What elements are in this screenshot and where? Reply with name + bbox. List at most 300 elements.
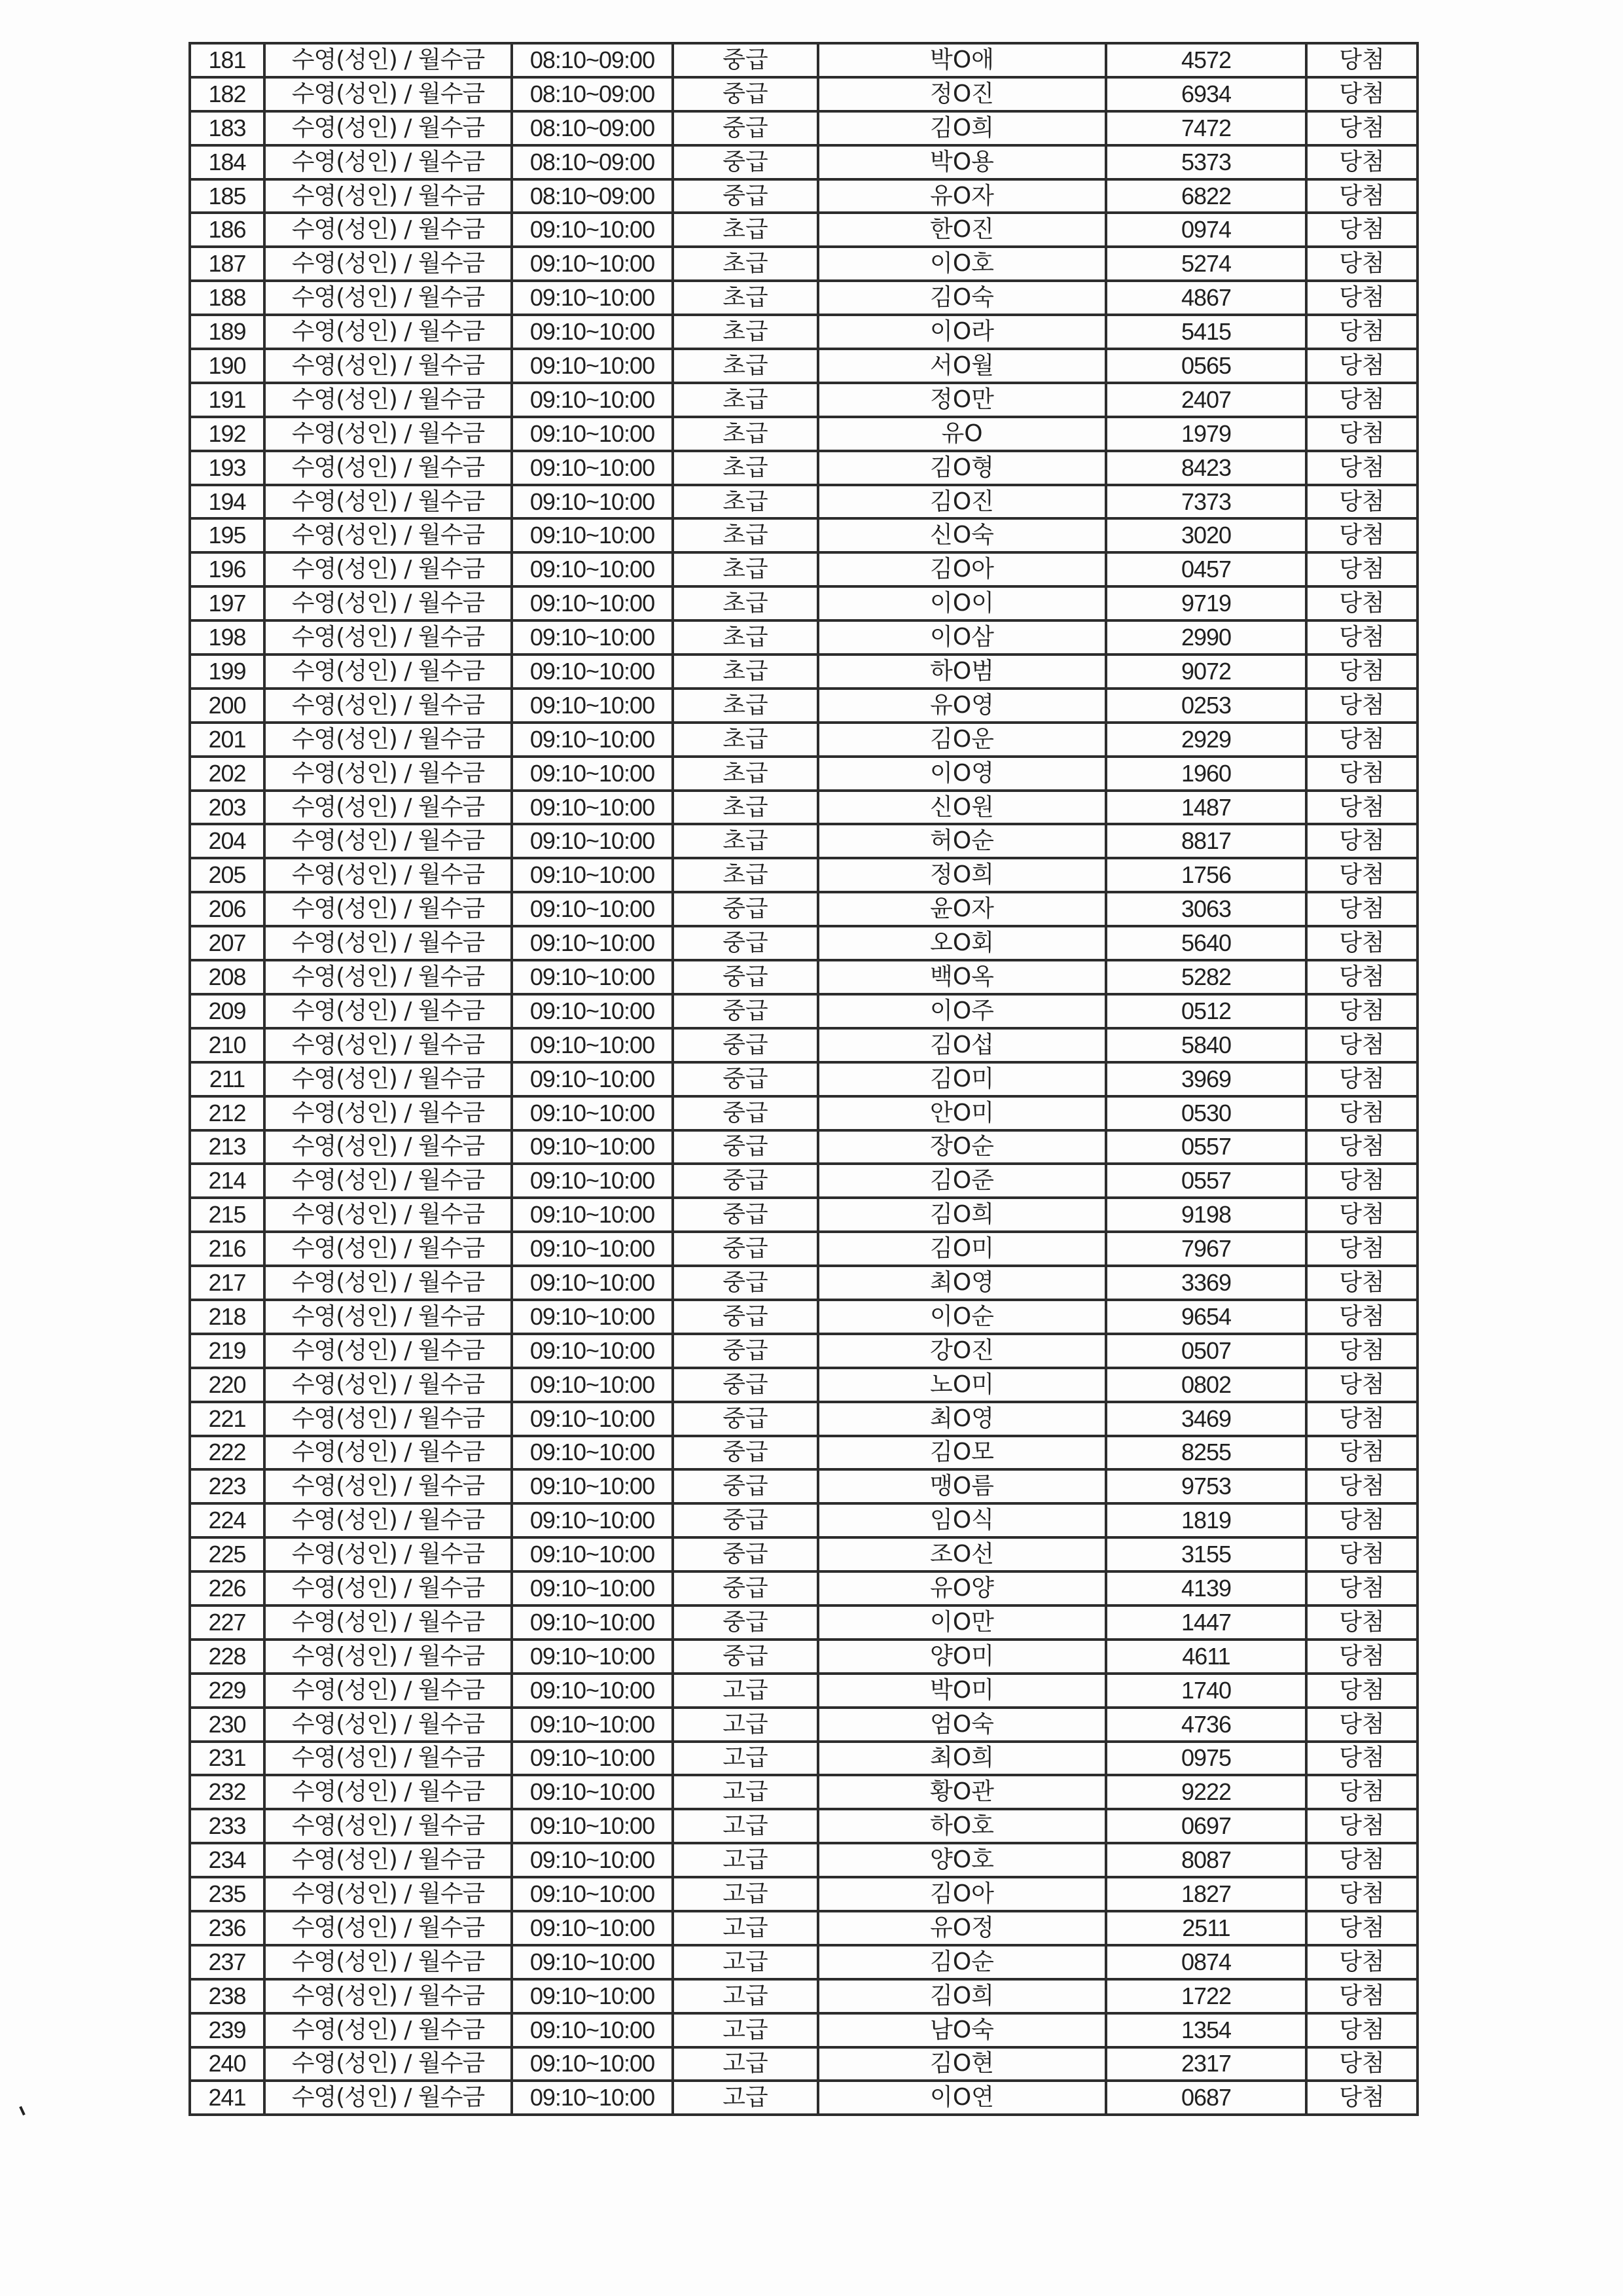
class-time: 09:10~10:00 — [512, 824, 673, 858]
class-time: 09:10~10:00 — [512, 247, 673, 281]
class-level: 중급 — [673, 1062, 818, 1096]
course-name: 수영(성인) / 월수금 — [264, 1436, 512, 1470]
applicant-name: 이O라 — [818, 315, 1106, 349]
course-name: 수영(성인) / 월수금 — [264, 1945, 512, 1979]
draw-result: 당첨 — [1306, 1640, 1418, 1674]
class-level: 초급 — [673, 281, 818, 315]
phone-last-digits: 5282 — [1106, 960, 1306, 994]
applicant-name: 김O아 — [818, 1877, 1106, 1911]
course-name: 수영(성인) / 월수금 — [264, 179, 512, 213]
class-level: 중급 — [673, 1605, 818, 1640]
class-time: 09:10~10:00 — [512, 1402, 673, 1436]
class-time: 09:10~10:00 — [512, 723, 673, 757]
table-row — [190, 994, 1418, 1028]
phone-last-digits: 9072 — [1106, 655, 1306, 689]
row-number: 239 — [190, 2013, 264, 2047]
class-level: 초급 — [673, 689, 818, 723]
class-time: 09:10~10:00 — [512, 349, 673, 383]
row-number: 219 — [190, 1334, 264, 1368]
class-time: 08:10~09:00 — [512, 145, 673, 179]
row-number: 193 — [190, 451, 264, 485]
phone-last-digits: 0507 — [1106, 1334, 1306, 1368]
phone-last-digits: 9198 — [1106, 1198, 1306, 1232]
course-name: 수영(성인) / 월수금 — [264, 1164, 512, 1198]
course-name: 수영(성인) / 월수금 — [264, 1640, 512, 1674]
class-time: 09:10~10:00 — [512, 1469, 673, 1503]
class-time: 09:10~10:00 — [512, 1503, 673, 1537]
row-number: 197 — [190, 586, 264, 620]
applicant-name: 남O숙 — [818, 2013, 1106, 2047]
phone-last-digits: 9222 — [1106, 1775, 1306, 1809]
draw-result: 당첨 — [1306, 451, 1418, 485]
course-name: 수영(성인) / 월수금 — [264, 1877, 512, 1911]
class-level: 중급 — [673, 1130, 818, 1164]
class-time: 09:10~10:00 — [512, 417, 673, 451]
class-time: 09:10~10:00 — [512, 1266, 673, 1300]
course-name: 수영(성인) / 월수금 — [264, 586, 512, 620]
draw-result: 당첨 — [1306, 1062, 1418, 1096]
class-level: 초급 — [673, 791, 818, 825]
row-number: 236 — [190, 1911, 264, 1945]
draw-result: 당첨 — [1306, 1571, 1418, 1605]
scan-mark — [19, 2106, 26, 2115]
row-number: 183 — [190, 111, 264, 145]
phone-last-digits: 8423 — [1106, 451, 1306, 485]
draw-result: 당첨 — [1306, 586, 1418, 620]
applicant-name: 박O용 — [818, 145, 1106, 179]
phone-last-digits: 8255 — [1106, 1436, 1306, 1470]
phone-last-digits: 5415 — [1106, 315, 1306, 349]
row-number: 212 — [190, 1096, 264, 1130]
course-name: 수영(성인) / 월수금 — [264, 892, 512, 926]
phone-last-digits: 7472 — [1106, 111, 1306, 145]
class-level: 초급 — [673, 824, 818, 858]
draw-result: 당첨 — [1306, 824, 1418, 858]
row-number: 224 — [190, 1503, 264, 1537]
course-name: 수영(성인) / 월수금 — [264, 1674, 512, 1708]
class-time: 09:10~10:00 — [512, 1436, 673, 1470]
applicant-name: 이O호 — [818, 247, 1106, 281]
phone-last-digits: 5373 — [1106, 145, 1306, 179]
class-time: 09:10~10:00 — [512, 791, 673, 825]
class-level: 중급 — [673, 145, 818, 179]
course-name: 수영(성인) / 월수금 — [264, 1334, 512, 1368]
table-row — [190, 1096, 1418, 1130]
applicant-name: 하O범 — [818, 655, 1106, 689]
row-number: 191 — [190, 383, 264, 417]
course-name: 수영(성인) / 월수금 — [264, 1368, 512, 1402]
draw-result: 당첨 — [1306, 620, 1418, 655]
phone-last-digits: 0687 — [1106, 2081, 1306, 2115]
class-level: 중급 — [673, 111, 818, 145]
course-name: 수영(성인) / 월수금 — [264, 1300, 512, 1334]
applicant-name: 김O숙 — [818, 281, 1106, 315]
class-level: 초급 — [673, 858, 818, 892]
class-level: 고급 — [673, 1775, 818, 1809]
row-number: 215 — [190, 1198, 264, 1232]
class-time: 09:10~10:00 — [512, 1843, 673, 1877]
draw-result: 당첨 — [1306, 247, 1418, 281]
phone-last-digits: 8087 — [1106, 1843, 1306, 1877]
class-time: 09:10~10:00 — [512, 1198, 673, 1232]
draw-result: 당첨 — [1306, 892, 1418, 926]
applicant-name: 최O영 — [818, 1266, 1106, 1300]
phone-last-digits: 0557 — [1106, 1164, 1306, 1198]
row-number: 234 — [190, 1843, 264, 1877]
applicant-name: 최O희 — [818, 1742, 1106, 1776]
class-time: 09:10~10:00 — [512, 1062, 673, 1096]
phone-last-digits: 9719 — [1106, 586, 1306, 620]
applicant-name: 이O주 — [818, 994, 1106, 1028]
course-name: 수영(성인) / 월수금 — [264, 1911, 512, 1945]
row-number: 226 — [190, 1571, 264, 1605]
draw-result: 당첨 — [1306, 1164, 1418, 1198]
class-level: 중급 — [673, 1402, 818, 1436]
row-number: 192 — [190, 417, 264, 451]
table-row — [190, 620, 1418, 655]
class-level: 고급 — [673, 2013, 818, 2047]
table-row — [190, 892, 1418, 926]
row-number: 194 — [190, 485, 264, 519]
course-name: 수영(성인) / 월수금 — [264, 1266, 512, 1300]
table-row — [190, 1130, 1418, 1164]
row-number: 182 — [190, 77, 264, 111]
applicant-name: 유O양 — [818, 1571, 1106, 1605]
class-time: 09:10~10:00 — [512, 1742, 673, 1776]
class-time: 09:10~10:00 — [512, 586, 673, 620]
course-name: 수영(성인) / 월수금 — [264, 1843, 512, 1877]
phone-last-digits: 3369 — [1106, 1266, 1306, 1300]
applicant-name: 서O월 — [818, 349, 1106, 383]
table-row — [190, 2013, 1418, 2047]
draw-result: 당첨 — [1306, 1028, 1418, 1062]
class-level: 초급 — [673, 451, 818, 485]
table-row — [190, 1266, 1418, 1300]
applicant-name: 이O삼 — [818, 620, 1106, 655]
class-time: 09:10~10:00 — [512, 1537, 673, 1571]
applicant-name: 김O준 — [818, 1164, 1106, 1198]
lottery-results-table — [188, 42, 1419, 2116]
applicant-name: 이O이 — [818, 586, 1106, 620]
phone-last-digits: 2511 — [1106, 1911, 1306, 1945]
phone-last-digits: 4139 — [1106, 1571, 1306, 1605]
table-row — [190, 77, 1418, 111]
class-level: 중급 — [673, 1334, 818, 1368]
course-name: 수영(성인) / 월수금 — [264, 791, 512, 825]
row-number: 185 — [190, 179, 264, 213]
course-name: 수영(성인) / 월수금 — [264, 2013, 512, 2047]
course-name: 수영(성인) / 월수금 — [264, 1809, 512, 1843]
class-level: 중급 — [673, 1537, 818, 1571]
class-level: 초급 — [673, 586, 818, 620]
course-name: 수영(성인) / 월수금 — [264, 1775, 512, 1809]
class-level: 고급 — [673, 2047, 818, 2081]
class-time: 09:10~10:00 — [512, 1368, 673, 1402]
course-name: 수영(성인) / 월수금 — [264, 77, 512, 111]
table-row — [190, 1402, 1418, 1436]
class-time: 08:10~09:00 — [512, 111, 673, 145]
class-time: 09:10~10:00 — [512, 383, 673, 417]
table-row — [190, 824, 1418, 858]
table-row — [190, 1232, 1418, 1266]
course-name: 수영(성인) / 월수금 — [264, 1062, 512, 1096]
table-row — [190, 2081, 1418, 2115]
draw-result: 당첨 — [1306, 757, 1418, 791]
applicant-name: 조O선 — [818, 1537, 1106, 1571]
class-time: 09:10~10:00 — [512, 689, 673, 723]
applicant-name: 한O진 — [818, 213, 1106, 247]
draw-result: 당첨 — [1306, 281, 1418, 315]
phone-last-digits: 1447 — [1106, 1605, 1306, 1640]
class-level: 중급 — [673, 994, 818, 1028]
row-number: 233 — [190, 1809, 264, 1843]
class-level: 중급 — [673, 43, 818, 77]
applicant-name: 허O순 — [818, 824, 1106, 858]
row-number: 230 — [190, 1708, 264, 1742]
draw-result: 당첨 — [1306, 1911, 1418, 1945]
class-time: 09:10~10:00 — [512, 757, 673, 791]
phone-last-digits: 1756 — [1106, 858, 1306, 892]
course-name: 수영(성인) / 월수금 — [264, 655, 512, 689]
class-level: 고급 — [673, 2081, 818, 2115]
row-number: 223 — [190, 1469, 264, 1503]
class-time: 08:10~09:00 — [512, 179, 673, 213]
class-time: 09:10~10:00 — [512, 655, 673, 689]
class-time: 08:10~09:00 — [512, 43, 673, 77]
table-row — [190, 960, 1418, 994]
table-row — [190, 179, 1418, 213]
row-number: 208 — [190, 960, 264, 994]
class-time: 09:10~10:00 — [512, 2013, 673, 2047]
applicant-name: 하O호 — [818, 1809, 1106, 1843]
class-time: 09:10~10:00 — [512, 1096, 673, 1130]
table-row — [190, 1503, 1418, 1537]
table-row — [190, 383, 1418, 417]
class-time: 09:10~10:00 — [512, 926, 673, 960]
class-time: 09:10~10:00 — [512, 1979, 673, 2013]
applicant-name: 오O회 — [818, 926, 1106, 960]
draw-result: 당첨 — [1306, 1843, 1418, 1877]
phone-last-digits: 4572 — [1106, 43, 1306, 77]
phone-last-digits: 2317 — [1106, 2047, 1306, 2081]
draw-result: 당첨 — [1306, 1436, 1418, 1470]
draw-result: 당첨 — [1306, 1300, 1418, 1334]
applicant-name: 김O진 — [818, 485, 1106, 519]
table-row — [190, 451, 1418, 485]
table-row — [190, 213, 1418, 247]
row-number: 207 — [190, 926, 264, 960]
phone-last-digits: 0557 — [1106, 1130, 1306, 1164]
phone-last-digits: 1740 — [1106, 1674, 1306, 1708]
draw-result: 당첨 — [1306, 2013, 1418, 2047]
table-row — [190, 349, 1418, 383]
draw-result: 당첨 — [1306, 1096, 1418, 1130]
course-name: 수영(성인) / 월수금 — [264, 1402, 512, 1436]
table-row — [190, 518, 1418, 552]
table-row — [190, 1708, 1418, 1742]
class-level: 중급 — [673, 1096, 818, 1130]
table-row — [190, 1605, 1418, 1640]
table-row — [190, 247, 1418, 281]
row-number: 198 — [190, 620, 264, 655]
applicant-name: 김O형 — [818, 451, 1106, 485]
course-name: 수영(성인) / 월수금 — [264, 1571, 512, 1605]
draw-result: 당첨 — [1306, 655, 1418, 689]
draw-result: 당첨 — [1306, 926, 1418, 960]
phone-last-digits: 0974 — [1106, 213, 1306, 247]
applicant-name: 박O미 — [818, 1674, 1106, 1708]
course-name: 수영(성인) / 월수금 — [264, 213, 512, 247]
class-level: 중급 — [673, 1028, 818, 1062]
applicant-name: 맹O름 — [818, 1469, 1106, 1503]
class-time: 09:10~10:00 — [512, 1911, 673, 1945]
row-number: 202 — [190, 757, 264, 791]
table-row — [190, 689, 1418, 723]
class-time: 09:10~10:00 — [512, 892, 673, 926]
class-level: 고급 — [673, 1809, 818, 1843]
phone-last-digits: 2407 — [1106, 383, 1306, 417]
row-number: 222 — [190, 1436, 264, 1470]
draw-result: 당첨 — [1306, 791, 1418, 825]
table-row — [190, 1334, 1418, 1368]
table-row — [190, 1198, 1418, 1232]
class-time: 09:10~10:00 — [512, 1809, 673, 1843]
applicant-name: 김O순 — [818, 1945, 1106, 1979]
draw-result: 당첨 — [1306, 1334, 1418, 1368]
course-name: 수영(성인) / 월수금 — [264, 1096, 512, 1130]
class-time: 08:10~09:00 — [512, 77, 673, 111]
class-time: 09:10~10:00 — [512, 1164, 673, 1198]
table-row — [190, 315, 1418, 349]
phone-last-digits: 1960 — [1106, 757, 1306, 791]
draw-result: 당첨 — [1306, 1742, 1418, 1776]
class-level: 초급 — [673, 213, 818, 247]
course-name: 수영(성인) / 월수금 — [264, 43, 512, 77]
row-number: 235 — [190, 1877, 264, 1911]
class-level: 중급 — [673, 1164, 818, 1198]
table-row — [190, 417, 1418, 451]
draw-result: 당첨 — [1306, 1537, 1418, 1571]
draw-result: 당첨 — [1306, 1469, 1418, 1503]
draw-result: 당첨 — [1306, 1266, 1418, 1300]
class-time: 09:10~10:00 — [512, 994, 673, 1028]
course-name: 수영(성인) / 월수금 — [264, 349, 512, 383]
class-level: 초급 — [673, 383, 818, 417]
course-name: 수영(성인) / 월수금 — [264, 1708, 512, 1742]
course-name: 수영(성인) / 월수금 — [264, 858, 512, 892]
class-level: 중급 — [673, 960, 818, 994]
table-row — [190, 1877, 1418, 1911]
class-level: 초급 — [673, 349, 818, 383]
applicant-name: 정O만 — [818, 383, 1106, 417]
phone-last-digits: 7967 — [1106, 1232, 1306, 1266]
phone-last-digits: 1354 — [1106, 2013, 1306, 2047]
row-number: 214 — [190, 1164, 264, 1198]
class-level: 고급 — [673, 1945, 818, 1979]
table-row — [190, 1571, 1418, 1605]
applicant-name: 김O섭 — [818, 1028, 1106, 1062]
class-time: 09:10~10:00 — [512, 1674, 673, 1708]
row-number: 184 — [190, 145, 264, 179]
course-name: 수영(성인) / 월수금 — [264, 485, 512, 519]
row-number: 190 — [190, 349, 264, 383]
phone-last-digits: 1819 — [1106, 1503, 1306, 1537]
row-number: 227 — [190, 1605, 264, 1640]
class-time: 09:10~10:00 — [512, 1334, 673, 1368]
applicant-name: 장O순 — [818, 1130, 1106, 1164]
course-name: 수영(성인) / 월수금 — [264, 451, 512, 485]
class-time: 09:10~10:00 — [512, 451, 673, 485]
phone-last-digits: 1722 — [1106, 1979, 1306, 2013]
course-name: 수영(성인) / 월수금 — [264, 552, 512, 586]
row-number: 205 — [190, 858, 264, 892]
phone-last-digits: 6822 — [1106, 179, 1306, 213]
phone-last-digits: 3969 — [1106, 1062, 1306, 1096]
table-row — [190, 1911, 1418, 1945]
phone-last-digits: 1827 — [1106, 1877, 1306, 1911]
phone-last-digits: 5274 — [1106, 247, 1306, 281]
course-name: 수영(성인) / 월수금 — [264, 1198, 512, 1232]
applicant-name: 이O만 — [818, 1605, 1106, 1640]
class-time: 09:10~10:00 — [512, 1300, 673, 1334]
applicant-name: 안O미 — [818, 1096, 1106, 1130]
row-number: 237 — [190, 1945, 264, 1979]
class-time: 09:10~10:00 — [512, 858, 673, 892]
course-name: 수영(성인) / 월수금 — [264, 315, 512, 349]
phone-last-digits: 9753 — [1106, 1469, 1306, 1503]
class-time: 09:10~10:00 — [512, 518, 673, 552]
class-level: 중급 — [673, 1503, 818, 1537]
course-name: 수영(성인) / 월수금 — [264, 1605, 512, 1640]
row-number: 229 — [190, 1674, 264, 1708]
class-time: 09:10~10:00 — [512, 2081, 673, 2115]
course-name: 수영(성인) / 월수금 — [264, 926, 512, 960]
table-row — [190, 1028, 1418, 1062]
class-time: 09:10~10:00 — [512, 1877, 673, 1911]
draw-result: 당첨 — [1306, 1945, 1418, 1979]
table-row — [190, 552, 1418, 586]
phone-last-digits: 5840 — [1106, 1028, 1306, 1062]
class-time: 09:10~10:00 — [512, 213, 673, 247]
class-level: 고급 — [673, 1708, 818, 1742]
row-number: 210 — [190, 1028, 264, 1062]
table-row — [190, 145, 1418, 179]
row-number: 225 — [190, 1537, 264, 1571]
class-time: 09:10~10:00 — [512, 1775, 673, 1809]
applicant-name: 이O순 — [818, 1300, 1106, 1334]
class-level: 중급 — [673, 77, 818, 111]
class-time: 09:10~10:00 — [512, 552, 673, 586]
row-number: 195 — [190, 518, 264, 552]
class-time: 09:10~10:00 — [512, 1571, 673, 1605]
draw-result: 당첨 — [1306, 1503, 1418, 1537]
phone-last-digits: 3063 — [1106, 892, 1306, 926]
course-name: 수영(성인) / 월수금 — [264, 1469, 512, 1503]
results-table-body — [190, 43, 1418, 2115]
course-name: 수영(성인) / 월수금 — [264, 960, 512, 994]
row-number: 206 — [190, 892, 264, 926]
class-time: 09:10~10:00 — [512, 485, 673, 519]
course-name: 수영(성인) / 월수금 — [264, 994, 512, 1028]
class-time: 09:10~10:00 — [512, 1232, 673, 1266]
row-number: 232 — [190, 1775, 264, 1809]
phone-last-digits: 0697 — [1106, 1809, 1306, 1843]
class-level: 중급 — [673, 1640, 818, 1674]
phone-last-digits: 2990 — [1106, 620, 1306, 655]
class-level: 초급 — [673, 552, 818, 586]
course-name: 수영(성인) / 월수금 — [264, 417, 512, 451]
table-row — [190, 281, 1418, 315]
